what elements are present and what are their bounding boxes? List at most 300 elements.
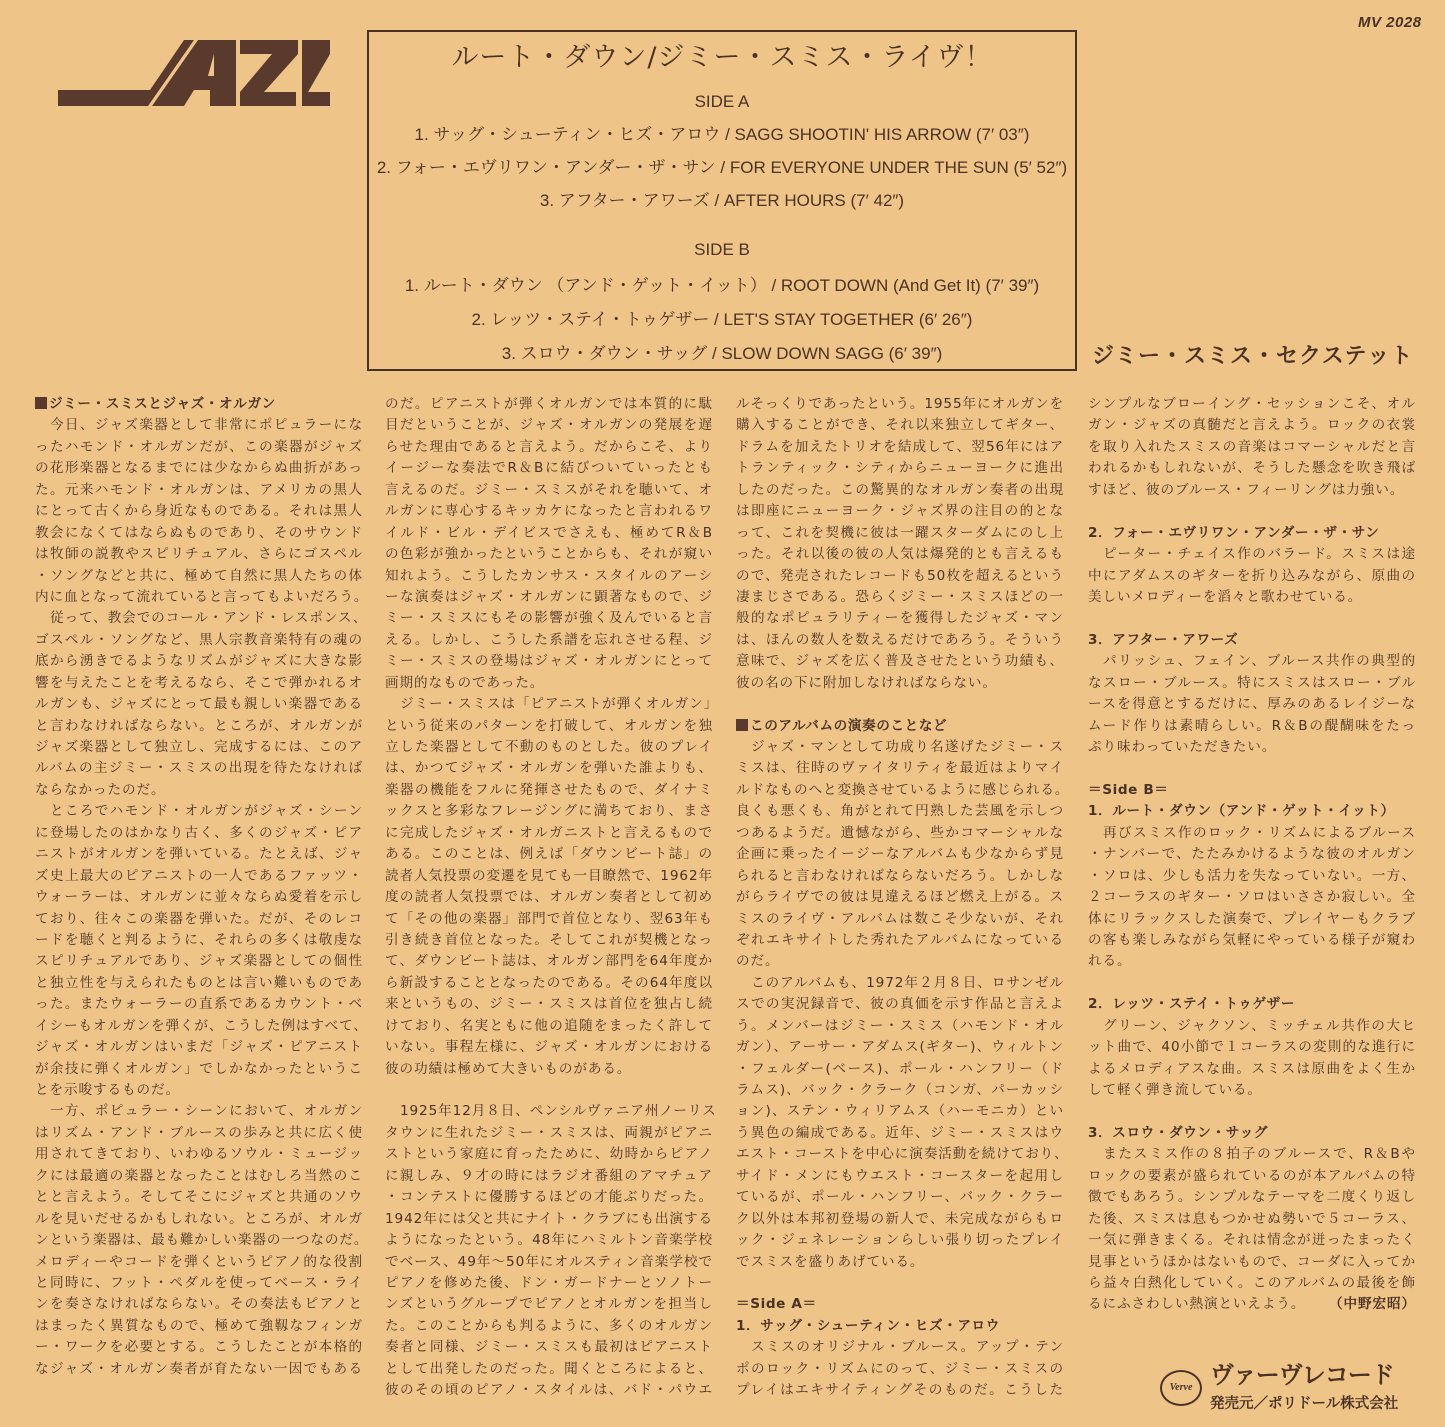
text-line — [736, 544, 1064, 565]
line-text: 般的なポピュラリティーを獲得したジャズ・マン — [736, 610, 1064, 627]
text-line — [385, 909, 713, 930]
text-line — [385, 1209, 713, 1230]
text-line — [385, 1252, 713, 1273]
text-line — [736, 1059, 1064, 1080]
line-text: 中にアダムスのギターを折り込みながら、原曲の — [1088, 567, 1416, 584]
text-line — [1088, 1273, 1416, 1294]
text-line — [385, 394, 713, 415]
text-line — [736, 1209, 1064, 1230]
text-line — [385, 1380, 713, 1401]
text-line — [736, 866, 1064, 887]
heading-text: 3．アフター・アワーズ — [1088, 631, 1239, 648]
text-line — [35, 951, 363, 972]
line-text: った。またウォーラーの直系であるカウント・ベ — [35, 996, 363, 1013]
text-line — [35, 608, 368, 629]
text-line — [736, 1337, 1064, 1358]
line-text: ズ史上最大のピアニストの一人であるファッツ・ — [35, 867, 363, 884]
text-line — [35, 587, 369, 608]
line-text: ジミー・スミスは「ピアニストが弾くオルガン」 — [399, 696, 719, 713]
side-b-track: 3. スロウ・ダウン・サッグ / SLOW DOWN SAGG (6′ 39″) — [501, 344, 943, 363]
text-line — [35, 1294, 363, 1315]
spacer — [1088, 501, 1416, 522]
line-text: スでの実況録音で、彼の真価を示す作品と言えよ — [736, 996, 1064, 1013]
text-line — [1088, 716, 1416, 737]
text-line — [35, 566, 363, 587]
line-text: がらライヴでの彼は見違えるほど燃え上がる。ス — [736, 889, 1064, 906]
line-text: このアルバムも、1972年２月８日、ロサンゼル — [750, 974, 1064, 991]
text-line — [736, 523, 1064, 544]
line-text: ならなかったのだ。 — [35, 781, 166, 798]
section-heading — [1088, 780, 1416, 801]
line-text: ドラムを加えたトリオを結成して、翌56年にはア — [736, 438, 1064, 455]
text-line — [35, 1101, 363, 1122]
line-text: ジャズ・マンとして功成り名遂げたジミー・ス — [750, 739, 1064, 755]
line-text: よるメロディアスな曲。スミスは原曲をよく生か — [1088, 1060, 1416, 1077]
line-text: った。それ以後の彼の人気は爆発的とも言えるも — [736, 546, 1064, 563]
text-line — [385, 673, 713, 694]
text-line — [35, 823, 363, 844]
spacer — [1088, 973, 1416, 994]
line-text: ョン)、ステン・ウィリアムス（ハーモニカ）とい — [736, 1103, 1064, 1120]
text-line — [736, 415, 1064, 436]
line-text: はまったく異質なもので、極めて強靱なフィンガ — [35, 1317, 363, 1334]
paragraph — [385, 694, 719, 1080]
text-line — [385, 651, 713, 672]
text-line — [35, 758, 363, 779]
line-text: 目だということが、ジャズ・オルガンの発展を遅 — [385, 417, 713, 434]
line-text: と独立性を与えられたものとは言い難いものであ — [35, 974, 363, 991]
spacer — [1088, 1101, 1416, 1122]
text-line — [736, 630, 1064, 651]
paragraph — [35, 1101, 369, 1380]
text-line — [35, 544, 363, 565]
text-line — [1088, 587, 1416, 608]
text-line — [1088, 651, 1416, 672]
author-signature: （中野宏昭） — [1329, 1296, 1416, 1313]
text-line — [35, 994, 363, 1015]
line-text: ックスと多彩なフレージングに満ちており、まさ — [385, 803, 713, 820]
text-line — [35, 437, 363, 458]
text-line — [736, 458, 1064, 479]
line-text: ウォーラーは、オルガンに並々ならぬ愛着を示し — [35, 889, 363, 906]
line-text: ぞれエキサイトした秀れたアルバムになっている — [736, 931, 1064, 948]
line-text: は、かつてジャズ・オルガンを弾いた誰よりも、 — [385, 760, 713, 777]
text-line — [35, 1337, 363, 1358]
paragraph — [736, 1337, 1064, 1401]
line-text: 来というもの、ジミー・スミスは首位を独占し続 — [385, 996, 713, 1013]
line-text: パリッシュ、フェイン、ブルース共作の典型的 — [1102, 653, 1416, 670]
heading-text: ＝Side B＝ — [1088, 781, 1169, 798]
text-line — [736, 1123, 1064, 1144]
text-line — [35, 1123, 363, 1144]
text-line — [35, 716, 363, 737]
section-heading — [736, 716, 1064, 737]
line-text: なスロー・ブルース。特にスミスはスロー・ブル — [1088, 674, 1416, 691]
line-text: に登場したのはかなり古く、多くのジャズ・ピア — [35, 824, 363, 841]
line-text: 彼の功績は極めて大きいものがある。 — [385, 1060, 632, 1077]
text-line — [385, 1294, 713, 1315]
text-line — [35, 523, 363, 544]
paragraph — [35, 608, 368, 801]
line-text: ジャズ・オルガンはいまだ「ジャズ・ピアニスト — [35, 1039, 363, 1056]
line-text: のだ。ピアニストが弾くオルガンでは本質的に駄 — [385, 396, 713, 412]
line-text: イシーもオルガンを弾くが、こうした例はすべて、 — [35, 1017, 368, 1034]
heading-text: 2．フォー・エヴリワン・アンダー・ザ・サン — [1088, 524, 1380, 541]
text-line — [35, 1316, 363, 1337]
line-text: を取り入れたスミスの音楽はコマーシャルだと言 — [1088, 438, 1416, 455]
line-text: シンプルなブローイング・セッションこそ、オル — [1088, 396, 1416, 412]
text-line — [1088, 951, 1416, 972]
section-heading — [1088, 630, 1416, 651]
text-line — [385, 608, 713, 629]
line-text: クには最適の楽器となったことはむしろ当然のこ — [35, 1167, 363, 1184]
text-line — [736, 501, 1064, 522]
text-line — [385, 437, 713, 458]
line-text: ・ソロは、少しも活力を失なっていない。一方、 — [1088, 867, 1416, 884]
line-text: ルを見いだせるかもしれない。ところが、オルガ — [35, 1210, 363, 1227]
line-text: 凄まじさである。恐らくジミー・スミスほどの一 — [736, 588, 1064, 605]
text-line — [1088, 1016, 1416, 1037]
album-title: ルート・ダウン/ジミー・スミス・ライヴ！ — [451, 42, 993, 73]
text-line — [736, 973, 1064, 994]
line-text: た後、スミスは息もつかせぬ勢いで５コーラス、 — [1088, 1210, 1416, 1227]
liner-notes-column-2 — [385, 394, 719, 1402]
text-line — [35, 1166, 363, 1187]
label-name: ヴァーヴレコード — [1210, 1361, 1394, 1389]
heading-text: 1．サッグ・シューティン・ヒズ・アロウ — [736, 1317, 1000, 1334]
line-text: ク以外は本邦初登場の新人で、未完成ながらもロ — [736, 1210, 1064, 1227]
line-text: るにふさわしい熱演といえよう。 — [1088, 1296, 1306, 1313]
text-line — [35, 1037, 363, 1058]
line-text: 彼の名の下に附加しなければならない。 — [736, 674, 997, 691]
heading-text: 2．レッツ・ステイ・トゥゲザー — [1088, 996, 1296, 1013]
text-line — [736, 1016, 1064, 1037]
section-heading — [1088, 994, 1416, 1015]
line-text: う異色の編成である。近年、ジミー・スミスはウ — [736, 1124, 1064, 1141]
text-line — [736, 737, 1064, 758]
text-line — [736, 758, 1064, 779]
line-text: なジャズ・オルガン奏者が育たない一因でもある — [35, 1360, 363, 1377]
text-line — [385, 994, 713, 1015]
line-text: ・コンテストに優勝するほどの才能ぶりだった。 — [385, 1189, 713, 1206]
section-heading — [1088, 801, 1416, 822]
text-line — [736, 1252, 1064, 1273]
spacer — [1088, 758, 1416, 779]
text-line — [35, 480, 363, 501]
line-text: ルドなものへと変換させているように感じられる。 — [736, 781, 1070, 798]
line-text: スミスのオリジナル・ブルース。アップ・テン — [750, 1339, 1064, 1356]
line-text: ぷり味わっていただきたい。 — [1088, 739, 1277, 755]
text-line — [1088, 566, 1416, 587]
text-line — [35, 801, 363, 822]
line-text: ようになったという。48年にハミルトン音楽学校 — [385, 1232, 713, 1249]
line-text: ック・ジェネレーションらしい張り切ったプレイ — [736, 1232, 1064, 1249]
text-line — [736, 1380, 1064, 1401]
text-line — [736, 1230, 1064, 1251]
line-text: れる。 — [1088, 953, 1132, 970]
line-text: られると言わなければならないだろう。しかしな — [736, 867, 1064, 884]
line-text: 内に血となって流れていると言ってもよいだろう。 — [35, 588, 369, 605]
line-text: ガン）、アーサー・アダムス(ギター)、ウィルトン — [736, 1039, 1064, 1056]
text-line — [35, 780, 363, 801]
section-heading — [736, 1294, 1064, 1315]
line-text: にとって古くから身近なものである。それは黒人 — [35, 503, 363, 520]
text-line — [385, 480, 713, 501]
text-line — [1088, 1059, 1416, 1080]
line-text: イルド・ビル・デイビスでさえも、極めてR＆B — [385, 524, 713, 541]
spacer — [385, 1080, 713, 1101]
line-text: ポのロック・リズムにのって、ジミー・スミスの — [736, 1360, 1064, 1377]
tracklist-box — [367, 30, 1077, 371]
side-b-track: 1. ルート・ダウン （アンド・ゲット・イット） / ROOT DOWN (And Get It) (7′ 39″) — [404, 276, 1040, 295]
section-heading — [1088, 1123, 1416, 1144]
text-line — [35, 866, 363, 887]
line-text: またスミス作の８拍子のブルースで、R＆Bや — [1102, 1146, 1416, 1163]
paragraph — [1088, 394, 1416, 501]
line-text: の客も楽しみながら気軽にやっている様子が窺わ — [1088, 931, 1416, 948]
text-line — [385, 523, 713, 544]
line-text: ミスは、往時のヴァイタリティを最近はよりマイ — [736, 760, 1064, 777]
line-text: として出発したのだった。聞くところによると、 — [385, 1360, 713, 1377]
text-line — [35, 1209, 363, 1230]
section-heading — [1088, 523, 1416, 544]
line-text: 奏者と同様、ジミー・スミスも最初はピアニスト — [385, 1339, 713, 1356]
text-line — [1088, 1080, 1416, 1101]
paragraph — [736, 737, 1070, 973]
text-line — [385, 866, 713, 887]
text-line — [385, 1359, 713, 1380]
text-line — [35, 1016, 368, 1037]
text-line — [736, 801, 1064, 822]
text-line — [35, 673, 363, 694]
line-text: ピーター・チェイス作のバラード。スミスは途 — [1102, 546, 1416, 563]
line-text: ミー・スミスの登場はジャズ・オルガンにとって — [385, 653, 713, 670]
text-line — [35, 1080, 363, 1101]
line-text: プレイはエキサイティングそのものだ。こうした — [736, 1382, 1064, 1399]
spacer — [1088, 608, 1416, 629]
line-text: スピリチュアルであり、ジャズ楽器としての個性 — [35, 953, 363, 970]
text-line — [736, 1166, 1064, 1187]
liner-notes-column-4 — [1088, 394, 1416, 1316]
heading-text: ＝Side A＝ — [736, 1296, 817, 1313]
text-line — [385, 1144, 713, 1165]
line-text: ので、発売されたレコードも50枚を超えるという — [736, 567, 1064, 584]
line-text: 引き続き首位となった。そしてこれが契機となっ — [385, 931, 713, 948]
text-line — [385, 973, 713, 994]
text-line — [385, 737, 713, 758]
line-text: 一気に弾きまくる。それは情念が迸ったまったく — [1088, 1232, 1416, 1249]
line-text: に親しみ、９才の時にはラジオ番組のアマチュア — [385, 1167, 713, 1184]
line-text: 画期的なものであった。 — [385, 674, 545, 691]
line-text: に完成したジャズ・オルガニストと言えるもので — [385, 824, 713, 841]
text-line — [1088, 394, 1416, 415]
line-text: ルガンも、ジャズにとって最も親しい楽器である — [35, 696, 363, 713]
liner-notes-column-3 — [736, 394, 1070, 1402]
line-text: 1942年には父と共にナイト・クラブにも出演する — [385, 1210, 713, 1227]
paragraph — [1088, 1144, 1416, 1316]
text-line — [1088, 1252, 1416, 1273]
text-line — [736, 480, 1064, 501]
line-text: 企画に乗ったイージーなアルバムも少なからず見 — [736, 846, 1064, 863]
text-line — [736, 587, 1064, 608]
text-line — [35, 458, 363, 479]
square-bullet-icon — [35, 397, 47, 409]
text-line — [1088, 1187, 1416, 1208]
line-text: という従来のパターンを打破して、オルガンを独 — [385, 717, 713, 734]
line-text: ２コーラスのギター・ソロはいささか寂しい。全 — [1088, 889, 1416, 906]
text-line — [736, 930, 1064, 951]
line-text: ンを奏さなければならない。その奏法もピアノと — [35, 1296, 363, 1313]
side-a-label: SIDE A — [694, 92, 750, 111]
text-line — [35, 415, 363, 436]
text-line — [35, 651, 363, 672]
text-line — [1088, 1166, 1416, 1187]
text-line — [1088, 458, 1416, 479]
paragraph — [1088, 823, 1416, 973]
text-line — [736, 887, 1064, 908]
text-line — [385, 544, 713, 565]
side-a-track: 1. サッグ・シューティン・ヒズ・アロウ / SAGG SHOOTIN' HIS ARROW (7′ 03″) — [414, 125, 1030, 144]
line-text: ルガンに専心するキッカケになったと言われるワ — [385, 503, 713, 520]
line-text: ー・ワークを必要とする。こうしたことが本格的 — [35, 1339, 363, 1356]
text-line — [385, 1016, 713, 1037]
line-text: ・ナンバーで、たたみかけるような彼のオルガン — [1088, 846, 1416, 863]
line-text: ット曲で、40小節で１コーラスの変則的な進行に — [1088, 1039, 1416, 1056]
text-line — [736, 1359, 1064, 1380]
line-text: メロディーやコードを弾くというピアノ的な役割 — [35, 1253, 363, 1270]
text-line — [736, 951, 1064, 972]
line-text: と同時に、フット・ペダルを使ってベース・ライ — [35, 1274, 363, 1291]
line-text: の色彩が強かったということからも、それが窺い — [385, 546, 713, 563]
text-line — [385, 716, 713, 737]
text-line — [736, 608, 1064, 629]
line-text: ードを聴くと判るように、それらの多くは敬虔な — [35, 931, 363, 948]
line-text: ゴスペル・ソングなど、黒人宗教音楽特有の魂の — [35, 631, 363, 648]
text-line — [1088, 437, 1416, 458]
line-text: とを示唆するものだ。 — [35, 1082, 180, 1098]
spacer — [736, 694, 1064, 715]
text-line — [736, 844, 1064, 865]
text-line — [385, 501, 713, 522]
text-line — [385, 887, 713, 908]
line-text: タウンに生れたジミー・スミスは、両親がピアニ — [385, 1124, 713, 1141]
line-text: て、ダウンビート誌は、オルガン部門を64年度か — [385, 953, 713, 970]
paragraph — [385, 1101, 717, 1401]
text-line — [35, 1059, 363, 1080]
line-text: 言えるのだ。ジミー・スミスがそれを聴いて、オ — [385, 481, 713, 498]
distributor: 発売元／ポリドール株式会社 — [1210, 1396, 1399, 1412]
text-line — [35, 1230, 369, 1251]
text-line — [736, 1187, 1064, 1208]
line-text: ミー・スミスにもその影響が強く及んでいると言 — [385, 610, 713, 627]
line-text: でスミスを盛りあげている。 — [736, 1253, 925, 1270]
text-line — [385, 780, 713, 801]
text-line — [385, 951, 713, 972]
heading-text: ジミー・スミスとジャズ・オルガン — [49, 396, 276, 412]
line-text: ースを得意とするだけに、厚みのあるレイジーな — [1088, 696, 1416, 713]
text-line — [1088, 1209, 1416, 1230]
verve-logo-icon: Verve — [1160, 1370, 1202, 1406]
paragraph — [35, 415, 369, 608]
line-text: 美しいメロディーを滔々と歌わせている。 — [1088, 588, 1363, 605]
line-text: らせた理由であると言えよう。だからこそ、より — [385, 438, 713, 455]
text-line — [736, 909, 1064, 930]
text-line — [385, 844, 713, 865]
text-line — [736, 651, 1064, 672]
text-line — [385, 1187, 713, 1208]
text-line — [35, 844, 363, 865]
text-line — [35, 1359, 363, 1380]
text-line — [1088, 1230, 1416, 1251]
text-line — [35, 930, 363, 951]
line-text: サイド・メンにもウエスト・コースターを起用し — [736, 1167, 1064, 1184]
text-line — [385, 758, 713, 779]
line-text: て「その他の楽器」部門で首位となり、翌63年も — [385, 910, 713, 927]
heading-text: 1．ルート・ダウン（アンド・ゲット・イット） — [1088, 803, 1395, 820]
text-line — [1088, 1037, 1416, 1058]
line-text: ガン・ジャズの真髄だと言えよう。ロックの衣裳 — [1088, 417, 1416, 434]
text-line — [736, 394, 1064, 415]
text-line — [35, 501, 363, 522]
text-line — [385, 1273, 713, 1294]
line-text: はリズム・アンド・ブルースの歩みと共に広く使 — [35, 1124, 363, 1141]
catalog-number: MV 2028 — [1358, 14, 1422, 31]
paragraph — [385, 394, 713, 694]
text-line — [736, 1037, 1064, 1058]
text-line — [35, 1144, 363, 1165]
text-line — [385, 1037, 713, 1058]
text-line — [35, 1273, 363, 1294]
text-line — [736, 994, 1064, 1015]
text-line — [385, 1316, 713, 1337]
line-text: 見事というほかはないもので、コーダに入ってか — [1088, 1253, 1416, 1270]
line-text: ミスのライヴ・アルバムは数こそ少ないが、それ — [736, 910, 1064, 927]
paragraph — [736, 973, 1069, 1273]
text-line — [35, 1252, 363, 1273]
line-text: える。しかし、こうした系譜を忘れさせる程、ジ — [385, 631, 713, 648]
text-line — [385, 930, 713, 951]
spacer — [736, 1273, 1064, 1294]
line-text: 良くも悪くも、角がとれて円熟した芸風を示しつ — [736, 803, 1064, 820]
text-line — [35, 973, 363, 994]
line-text: 立した楽器として不動のものとした。彼のプレイ — [385, 739, 713, 755]
text-line — [385, 458, 713, 479]
text-line — [1088, 866, 1416, 887]
line-text: われるかもしれないが、そうした懸念を吹き飛ば — [1088, 460, 1416, 477]
text-line — [736, 823, 1064, 844]
line-text: いない。事程左様に、ジャズ・オルガンにおける — [385, 1039, 713, 1056]
line-text: ニストがオルガンを弾いている。たとえば、ジャ — [35, 846, 363, 863]
side-b-track: 2. レッツ・ステイ・トゥゲザー / LET'S STAY TOGETHER (6′ 26″) — [471, 310, 973, 329]
text-line — [385, 1337, 713, 1358]
line-text: ルバムの主ジミー・スミスの出現を待たなければ — [35, 760, 363, 777]
text-line — [385, 1166, 713, 1187]
line-text: が余技に弾くオルガン」でしかなかったというこ — [35, 1060, 363, 1077]
text-line — [1088, 415, 1416, 436]
text-line — [1088, 909, 1416, 930]
line-text: ンという楽器は、最も難かしい楽器の一つなのだ。 — [35, 1232, 369, 1249]
line-text: 楽器の機能をフルに発揮させたもので、ダイナミ — [385, 781, 713, 798]
line-text: のだ。 — [736, 953, 780, 970]
line-text: ら新設することとなったのである。その64年度以 — [385, 974, 713, 991]
line-text: エスト・コーストを中心に演奏活動を続けており、 — [736, 1146, 1069, 1163]
artist-subtitle: ジミー・スミス・セクステット — [1092, 344, 1414, 369]
line-text: ており、往々この楽器を弾いた。だが、そのレコ — [35, 910, 363, 927]
text-line — [736, 1144, 1069, 1165]
line-text: た。このことからも判るように、多くのオルガン — [385, 1317, 713, 1334]
line-text: ムード作りは素晴らしい。R＆Bの醍醐味をたっ — [1088, 717, 1416, 734]
line-text: 徴でもあろう。シンプルなテーマを二度くり返し — [1088, 1189, 1416, 1206]
